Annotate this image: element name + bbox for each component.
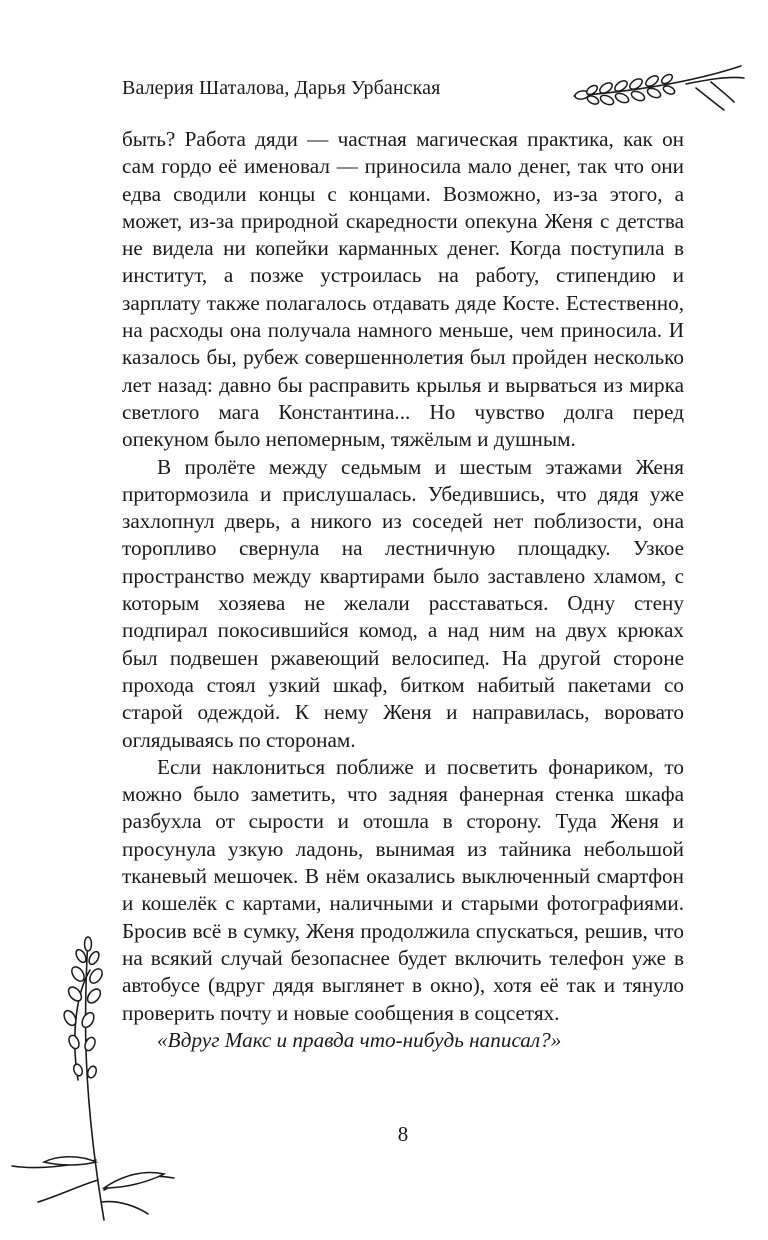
body-text [122, 126, 684, 1054]
paragraph: Если наклониться поближе и посветить фонариком, то можно было заметить, что задняя фанерная стенка шкафа разбухла от сырости и отошла в сторону. Туда Женя и просунула узкую ладонь, вынимая из тайника небольшой тканевый мешочек. В нём оказались выключенный смартфон и кошелёк с картами, наличными и старыми фотографиями. Бросив всё в сумку, Женя продолжила спускаться, решив, что на всякий случай безопаснее будет включить телефон уже в автобусе (вдруг дядя выглянет в окно), хотя её так и тянуло проверить почту и новые сообщения в соцсетях. [122, 754, 684, 1025]
lavender-plant-icon [8, 930, 178, 1240]
page-number: 8 [397, 1122, 409, 1146]
paragraph: быть? Работа дяди — частная магическая практика, как он сам гордо её именовал — приносила мало денег, так что они едва сводили концы с концами. Возможно, из-за этого, а может, из-за природной скаредности опекуна Женя с детства не видела ни копейки карманных денег. Когда поступила в институт, а позже устроилась на работу, стипендию и зарплату также полагалось отдавать дяде Косте. Естественно, на расходы она получала намного меньше, чем приносила. И казалось бы, рубеж совершеннолетия был пройден несколько лет назад: давно бы расправить крылья и вырваться из мирка светлого мага Константина... Но чувство долга перед опекуном было непомерным, тяжёлым и душным. [122, 127, 684, 452]
lavender-sprig-icon [566, 44, 746, 134]
running-head-authors: Валерия Шаталова, Дарья Урбанская [122, 77, 441, 99]
quote-paragraph: «Вдруг Макс и правда что-нибудь написал?» [157, 1027, 562, 1052]
paragraph: В пролёте между седьмым и шестым этажами Женя притормозила и прислушалась. Убедившись, что дядя уже захлопнул дверь, а никого из соседей нет поблизости, она торопливо свернула на лестничную площадку. Узкое пространство между квартирами было заставлено хламом, с которым хозяева не желали расставаться. Одну стену подпирал покосившийся комод, а над ним на двух крюках был подвешен ржавеющий велосипед. На другой стороне прохода стоял узкий шкаф, битком набитый пакетами со старой одеждой. К нему Женя и направилась, воровато оглядываясь по сторонам. [122, 454, 684, 752]
